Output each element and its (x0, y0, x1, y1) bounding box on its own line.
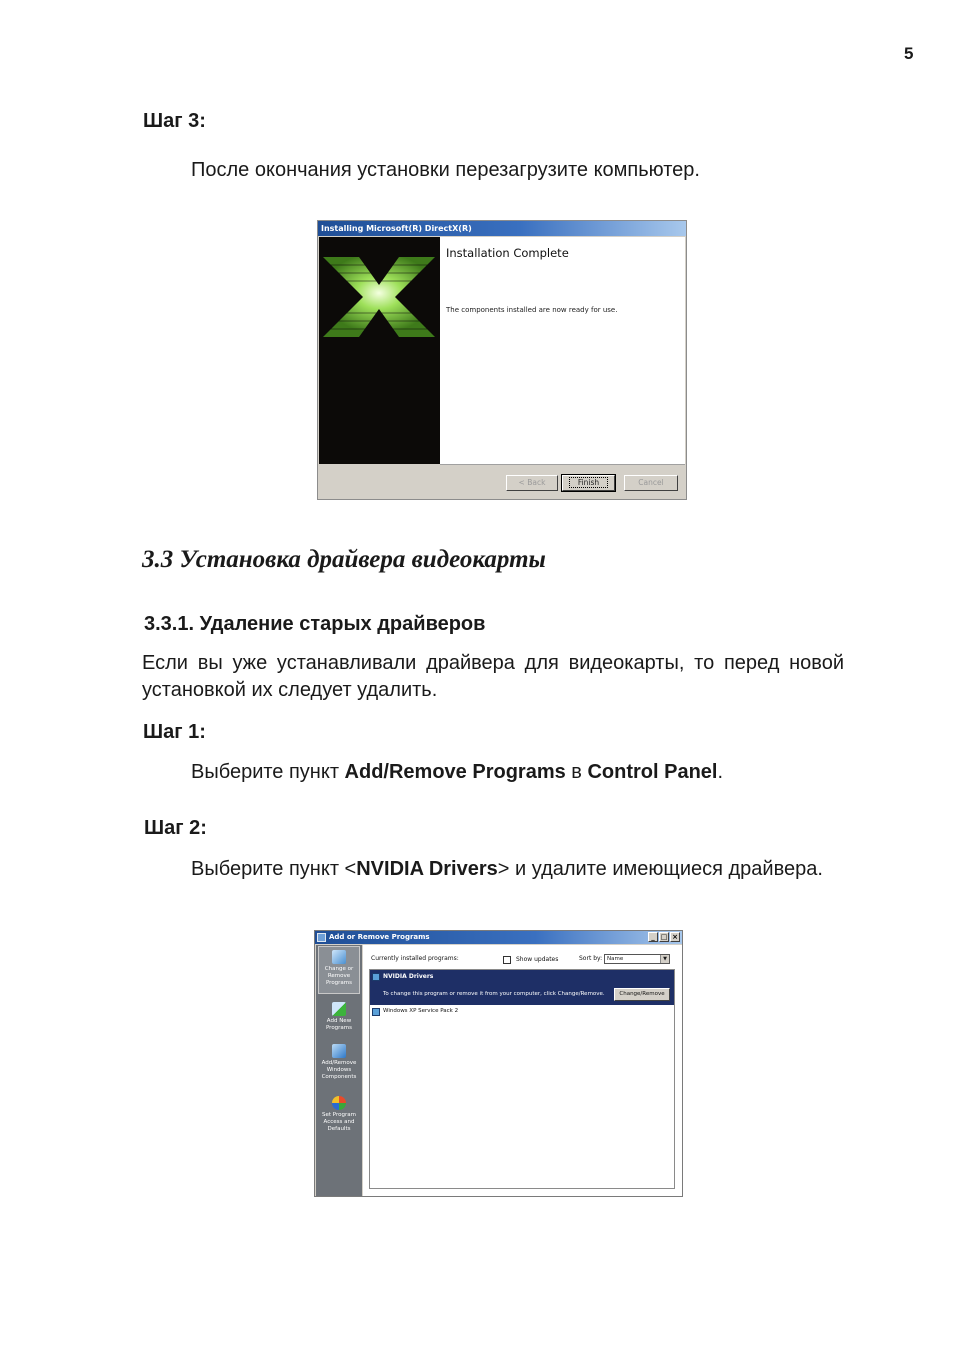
finish-button[interactable] (562, 475, 615, 491)
sidebar-label: Set Program Access and Defaults (322, 1112, 356, 1132)
control-panel-term: Control Panel (587, 761, 718, 783)
step3-label: Шаг 3: (143, 110, 206, 132)
list-item[interactable] (370, 1006, 674, 1018)
program-icon (372, 1008, 380, 1016)
close-button[interactable]: × (670, 932, 680, 942)
page-number: 5 (904, 44, 914, 63)
step1-text-pre: Выберите пункт (191, 761, 345, 783)
main-panel (363, 945, 682, 1196)
add-remove-programs-term: Add/Remove Programs (344, 761, 566, 783)
installed-programs-label: Currently installed programs: (371, 955, 459, 962)
sidebar-label: Change or Remove Programs (324, 966, 354, 986)
back-button[interactable]: < Back (506, 475, 558, 491)
program-name: NVIDIA Drivers (383, 973, 434, 980)
chevron-down-icon: ▼ (660, 955, 669, 963)
finish-label: Finish (569, 477, 608, 488)
dialog-heading: Installation Complete (446, 246, 569, 260)
window-title: Add or Remove Programs (329, 933, 430, 941)
program-defaults-icon (332, 1096, 346, 1110)
show-updates-checkbox[interactable] (503, 956, 511, 964)
dialog-message: The components installed are now ready for use. (446, 306, 618, 314)
list-item-selected[interactable] (370, 970, 674, 1005)
program-name: Windows XP Service Pack 2 (383, 1008, 459, 1014)
step2-label: Шаг 2: (144, 817, 207, 839)
cancel-button[interactable]: Cancel (624, 475, 678, 491)
sidebar-label: Add/Remove Windows Components (321, 1060, 357, 1080)
sidebar-item-windows-components[interactable] (318, 1041, 360, 1085)
add-remove-programs-window (314, 930, 683, 1197)
program-icon (372, 973, 380, 981)
step1-text-mid: в (565, 761, 588, 783)
sidebar (316, 945, 362, 1196)
directx-logo-panel (319, 237, 440, 464)
nvidia-drivers-term: NVIDIA Drivers (356, 858, 498, 880)
sidebar-label: Add New Programs (325, 1018, 353, 1031)
windows-components-icon (332, 1044, 346, 1058)
dialog-content (440, 237, 685, 465)
add-programs-icon (332, 1002, 346, 1016)
change-remove-icon (332, 950, 346, 964)
sort-by-value: Name (607, 956, 624, 962)
subsection-title: 3.3.1. Удаление старых драйверов (144, 613, 486, 635)
step1-text (191, 759, 723, 786)
sort-by-select[interactable] (604, 954, 670, 964)
directx-install-dialog (317, 220, 687, 500)
step1-label: Шаг 1: (143, 721, 206, 743)
sort-by-label: Sort by: (579, 955, 603, 962)
section-title: 3.3 Установка драйвера видеокарты (142, 546, 546, 573)
step2-text-pre: Выберите пункт < (191, 858, 357, 880)
sidebar-item-add-new[interactable] (318, 999, 360, 1035)
dialog-title-bar: Installing Microsoft(R) DirectX(R) (318, 221, 686, 236)
directx-logo-icon (319, 237, 440, 464)
window-title-bar (315, 931, 682, 944)
sidebar-item-change-remove[interactable] (318, 946, 360, 994)
sidebar-item-program-defaults[interactable] (318, 1093, 360, 1137)
program-detail: To change this program or remove it from your computer, click Change/Remove. (383, 991, 605, 997)
minimize-button[interactable]: _ (648, 932, 658, 942)
intro-paragraph: Если вы уже устанавливали драйвера для видеокарты, то перед новой установкой их следует удалить. (142, 652, 844, 701)
step2-text-post: > и удалите имеющиеся драйвера. (497, 858, 823, 880)
maximize-button[interactable]: □ (660, 933, 668, 941)
programs-list (369, 969, 675, 1189)
show-updates-label: Show updates (516, 956, 559, 963)
change-remove-button[interactable]: Change/Remove (614, 988, 670, 1001)
step2-text (191, 856, 844, 883)
step3-text: После окончания установки перезагрузите компьютер. (191, 159, 700, 181)
control-panel-app-icon (317, 933, 326, 942)
step1-text-post: . (717, 761, 724, 783)
